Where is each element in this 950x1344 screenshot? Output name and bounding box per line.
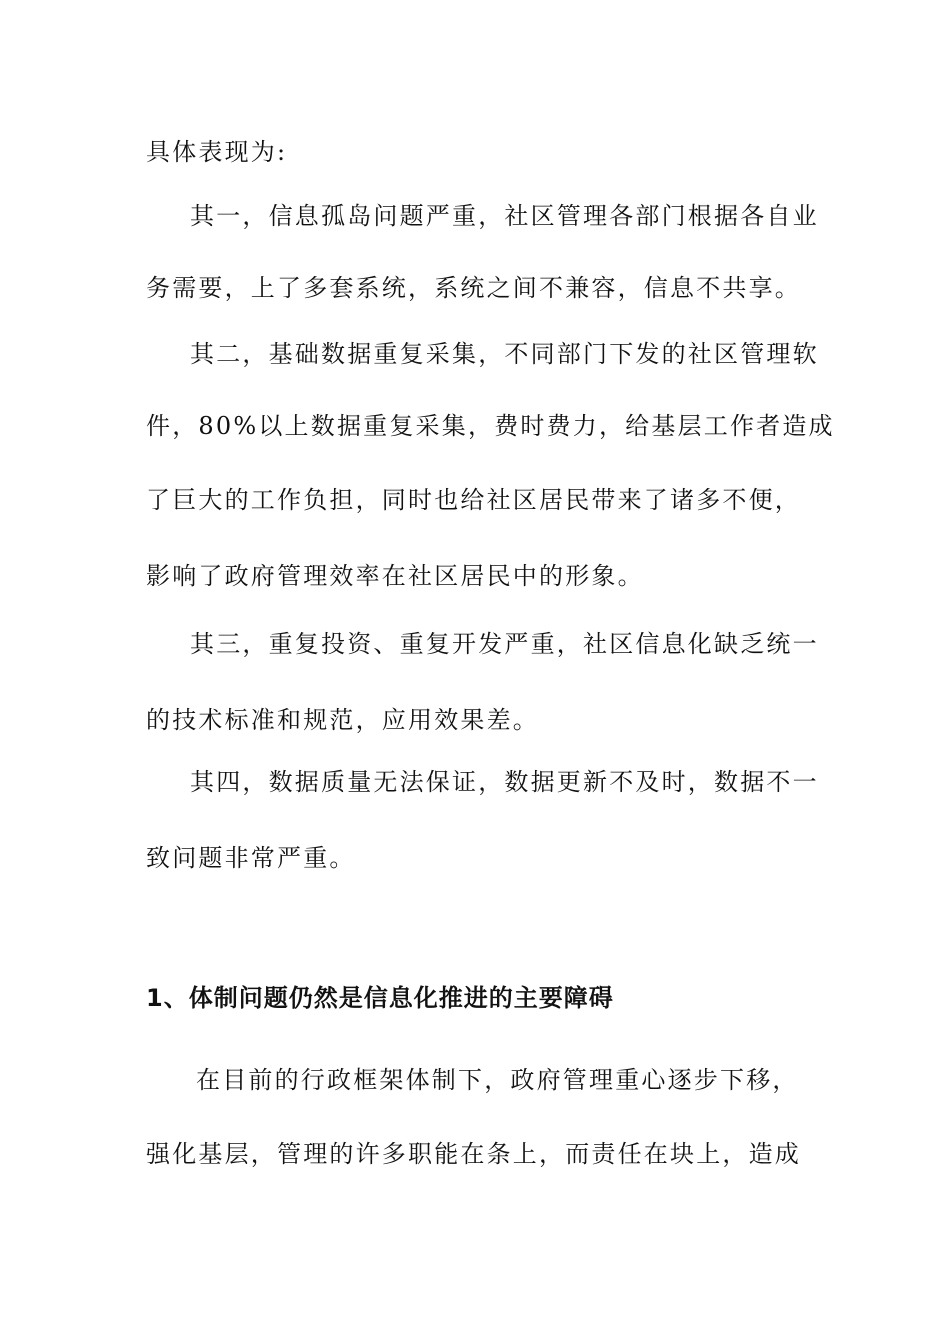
text-line: 具体表现为: [146,138,288,166]
text-line: 致问题非常严重。 [146,844,356,872]
text-line: 件，80%以上数据重复采集，费时费力，给基层工作者造成 [146,412,835,440]
text-line: 其二，基础数据重复采集，不同部门下发的社区管理软 [190,340,819,368]
text-line: 的技术标准和规范，应用效果差。 [146,706,539,734]
text-line: 务需要，上了多套系统，系统之间不兼容，信息不共享。 [146,274,801,302]
text-line: 了巨大的工作负担，同时也给社区居民带来了诸多不便， [146,486,801,514]
text-line: 其一，信息孤岛问题严重，社区管理各部门根据各自业 [190,202,819,230]
text-line: 其四，数据质量无法保证，数据更新不及时，数据不一 [190,768,819,796]
text-line: 在目前的行政框架体制下，政府管理重心逐步下移， [196,1066,799,1094]
section-heading: 1、体制问题仍然是信息化推进的主要障碍 [146,984,614,1012]
text-line: 强化基层，管理的许多职能在条上，而责任在块上，造成 [146,1140,801,1168]
text-line: 其三，重复投资、重复开发严重，社区信息化缺乏统一 [190,630,819,658]
text-line: 影响了政府管理效率在社区居民中的形象。 [146,562,644,590]
